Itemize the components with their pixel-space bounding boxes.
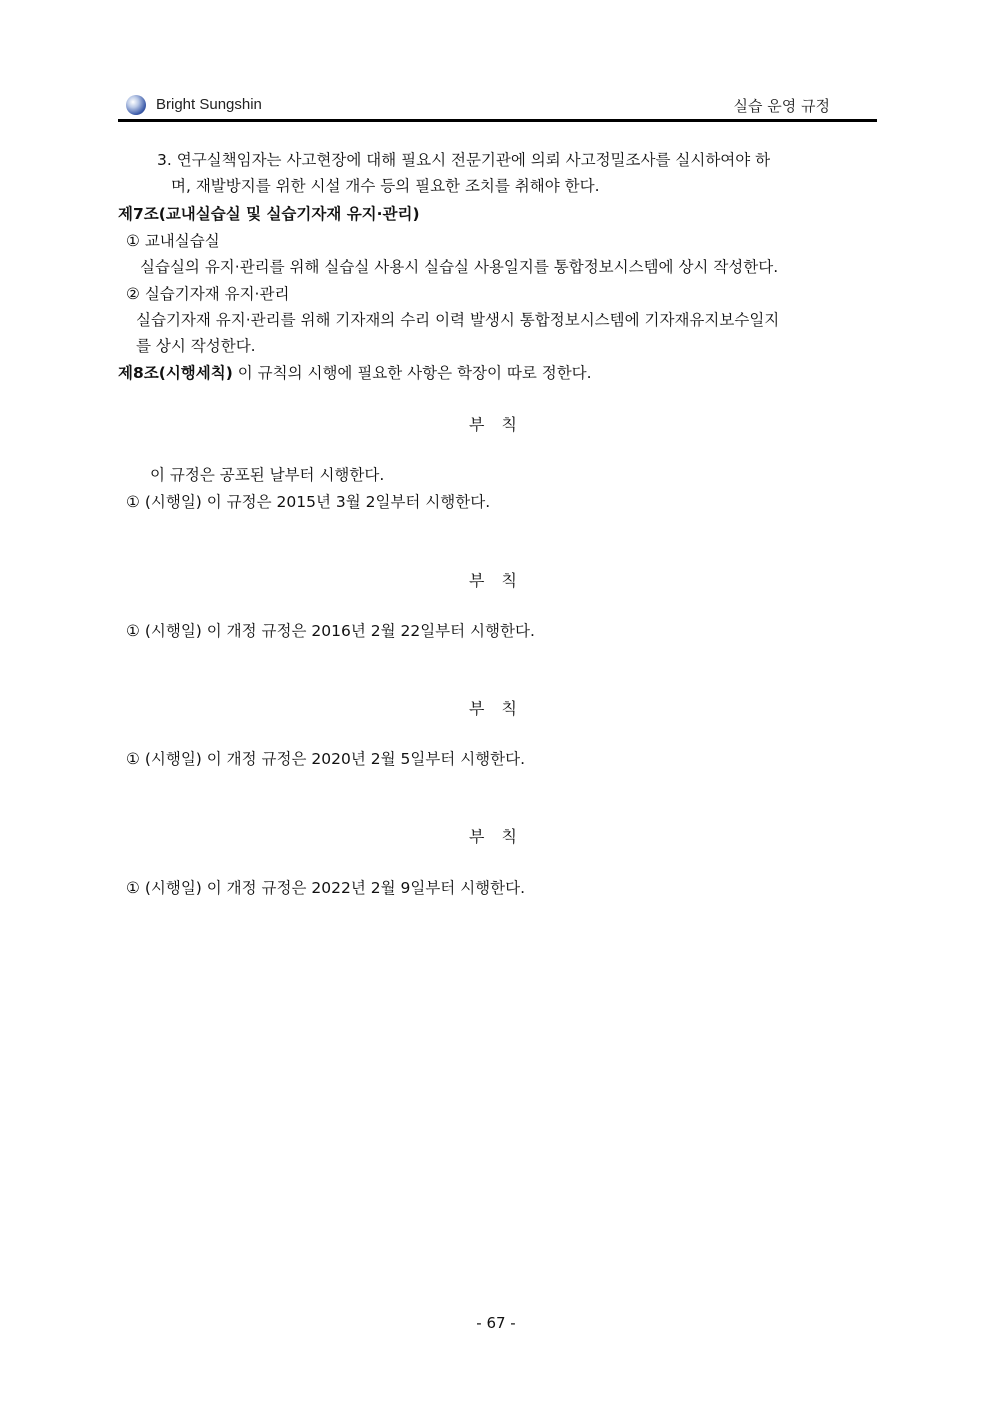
addenda-item-2: ① (시행일) 이 개정 규정은 2016년 2월 22일부터 시행한다. <box>126 622 535 640</box>
document-title: 실습 운영 규정 <box>733 97 830 115</box>
article7-sub2-text2: 를 상시 작성한다. <box>136 337 256 355</box>
article7-sub2-text1: 실습기자재 유지·관리를 위해 기자재의 수리 이력 발생시 통합정보시스템에 기자재유지보수일지 <box>136 311 780 329</box>
article7-sub1: ① 교내실습실 <box>126 232 220 250</box>
article8-title: 제8조(시행세칙) <box>118 364 233 382</box>
page-number: - 67 - <box>476 1314 516 1332</box>
brand-name: Bright Sungshin <box>156 96 262 113</box>
article7-sub1-text: 실습실의 유지·관리를 위해 실습실 사용시 실습실 사용일지를 통합정보시스템에 상시 작성한다. <box>140 258 779 276</box>
addenda-item-3: ① (시행일) 이 개정 규정은 2020년 2월 5일부터 시행한다. <box>126 750 526 768</box>
item3-line1: 3. 연구실책임자는 사고현장에 대해 필요시 전문기관에 의뢰 사고정밀조사를 실시하여야 하 <box>157 151 771 169</box>
addenda-item-4: ① (시행일) 이 개정 규정은 2022년 2월 9일부터 시행한다. <box>126 879 526 897</box>
article8-text: 이 규칙의 시행에 필요한 사항은 학장이 따로 정한다. <box>232 364 592 382</box>
article7-title: 제7조(교내실습실 및 실습기자재 유지·관리) <box>118 205 420 223</box>
addenda-heading-1: 부 칙 <box>469 415 523 434</box>
page-header <box>118 92 876 120</box>
header-divider <box>118 119 877 122</box>
article8 <box>118 363 592 383</box>
university-logo-icon <box>126 95 146 115</box>
addenda-item-1: ① (시행일) 이 규정은 2015년 3월 2일부터 시행한다. <box>126 493 491 511</box>
addenda-heading-4: 부 칙 <box>469 827 523 846</box>
addenda-heading-3: 부 칙 <box>469 699 523 718</box>
addenda-intro-1: 이 규정은 공포된 날부터 시행한다. <box>150 466 385 484</box>
item3-line2: 며, 재발방지를 위한 시설 개수 등의 필요한 조치를 취해야 한다. <box>171 177 600 195</box>
addenda-heading-2: 부 칙 <box>469 571 523 590</box>
article7-sub2: ② 실습기자재 유지·관리 <box>126 285 290 303</box>
